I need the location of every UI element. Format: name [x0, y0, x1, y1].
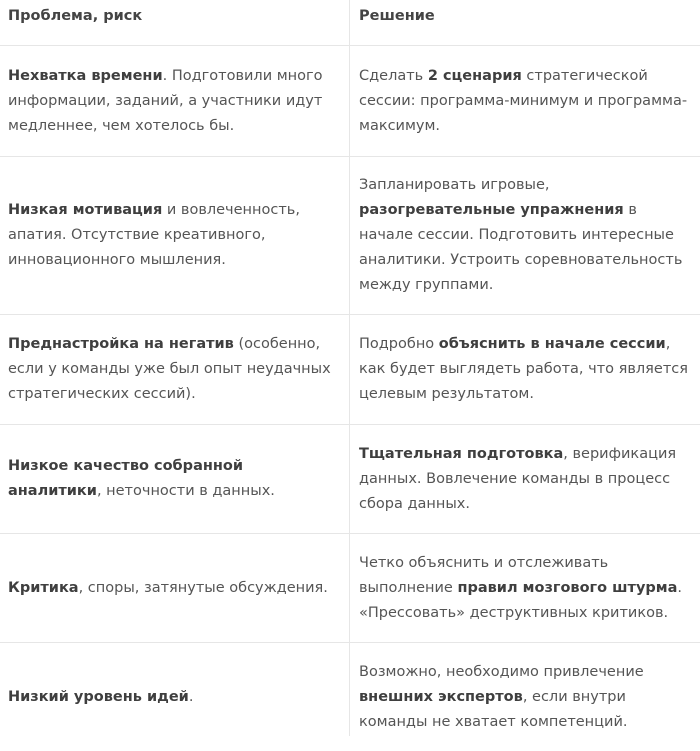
solution-text — [359, 332, 695, 407]
problem-text — [8, 198, 340, 273]
solution-key: правил мозгового штурма — [457, 579, 678, 596]
solution-pre: Запланировать игровые, — [359, 177, 550, 193]
solution-post: . «Прессовать» деструктивных критиков. — [359, 579, 683, 621]
problem-cell — [8, 643, 340, 751]
solution-pre: Подробно — [359, 336, 439, 352]
problem-rest: (особенно, если у команды уже был опыт неудачных стратегических сессий). — [8, 336, 331, 402]
solution-post: в начале сессии. Подготовить интересные аналитики. Устроить соревновательность между группами. — [359, 202, 683, 293]
solution-post: , верификация данных. Вовлечение команды в процесс сбора данных. — [359, 445, 677, 512]
problem-key: Критика — [8, 579, 79, 596]
header-solution — [359, 0, 695, 33]
solution-key: 2 сценария — [427, 67, 522, 84]
solution-text — [359, 442, 695, 517]
solution-cell — [359, 425, 695, 533]
header-problem-label: Проблема, риск — [8, 8, 143, 24]
problem-key: Низкое качество собранной аналитики — [8, 458, 244, 499]
problem-rest: , споры, затянутые обсуждения. — [78, 579, 328, 596]
solution-text — [359, 64, 695, 139]
problem-text — [8, 64, 340, 139]
problem-rest: , неточности в данных. — [96, 483, 275, 499]
solution-text — [359, 660, 695, 735]
solution-key: Тщательная подготовка — [359, 445, 564, 462]
problem-cell — [8, 315, 340, 424]
header-problem — [8, 0, 340, 33]
problem-text — [8, 576, 328, 601]
solution-post: стратегической сессии: программа-минимум и программа-максимум. — [359, 67, 688, 134]
solution-post: , как будет выглядеть работа, что является целевым результатом. — [359, 336, 688, 402]
problem-text — [8, 332, 340, 407]
solution-cell — [359, 315, 695, 424]
problem-rest: . Подготовили много информации, заданий, а участники идут медленнее, чем хотелось бы. — [8, 67, 323, 134]
solution-key: внешних экспертов — [359, 688, 523, 705]
problem-key: Преднастройка на негатив — [8, 336, 234, 352]
problem-rest: и вовлеченность, апатия. Отсутствие креативного, инновационного мышления. — [8, 202, 300, 268]
problem-text — [8, 454, 340, 504]
problem-key: Низкая мотивация — [8, 202, 163, 218]
problem-cell — [8, 157, 340, 314]
solution-cell — [359, 534, 695, 642]
solution-pre: Четко объяснить и отслеживать выполнение — [359, 554, 609, 596]
problem-text — [8, 685, 193, 710]
problem-key: Низкий уровень идей — [8, 688, 189, 705]
solution-pre: Сделать — [359, 67, 428, 84]
solution-cell — [359, 46, 695, 156]
problem-cell — [8, 425, 340, 533]
solution-text — [359, 551, 695, 626]
solution-text — [359, 173, 695, 298]
problem-cell — [8, 534, 340, 642]
solution-key: объяснить в начале сессии — [438, 336, 666, 352]
problem-cell — [8, 46, 340, 156]
solution-key: разогревательные упражнения — [359, 202, 624, 218]
column-divider — [349, 0, 350, 736]
solution-cell — [359, 157, 695, 314]
solution-cell — [359, 643, 695, 751]
problem-rest: . — [188, 688, 194, 705]
header-solution-label: Решение — [359, 8, 435, 24]
solution-post: , если внутри команды не хватает компетенций. — [359, 688, 628, 730]
solution-pre: Возможно, необходимо привлечение — [359, 663, 644, 680]
problem-key: Нехватка времени — [8, 67, 163, 84]
